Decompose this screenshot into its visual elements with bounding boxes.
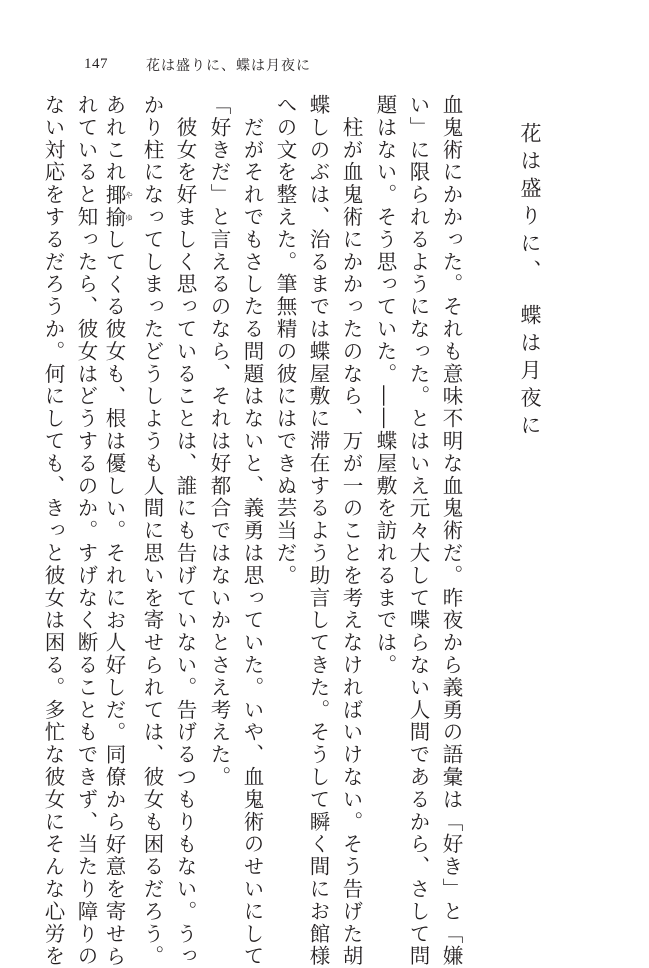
text-line: 蝶しのぶは、治るまでは蝶屋敷に滞在するよう助言してきた。そうして瞬く間にお館様 [306,94,330,968]
text-line: への文を整えた。筆無精の彼にはできぬ芸当だ。 [273,94,297,587]
ruby-annotation: 揶揄やゆ [102,183,134,229]
text-line: 題はない。そう思っていた。――蝶屋敷を訪れるまでは。 [373,94,397,677]
text-line: 血鬼術にかかった。それも意味不明な血鬼術だ。昨夜から義勇の語彙は「好き」と「嫌 [439,94,463,968]
chapter-title: 花は盛りに、 蝶は月夜に [518,122,542,442]
text-line: い」に限られるようになった。とはいえ元々大して喋らない人間であるから、さして問 [406,94,430,968]
text-line: かり柱になってしまったどうしようも人間に思いを寄せられては、彼女も困るだろう。 [140,94,164,968]
page-number: 147 [84,56,108,72]
text-line: ない対応をするだろうか。何にしても、きっと彼女は困る。多忙な彼女にそんな心労を [41,94,65,968]
text-line: れていると知ったら、彼女はどうするのか。すげなく断ることもできず、当たり障りの [74,94,98,968]
text-line: 「好きだ」と言えるのなら、それは好都合ではないかとさえ考えた。 [207,94,231,789]
text-line: だがそれでもさしたる問題はないと、義勇は思っていた。いや、血鬼術のせいにして [240,94,264,968]
running-head: 花は盛りに、蝶は月夜に [146,58,311,74]
text-line: あれこれ揶揄やゆしてくる彼女も、根は優しい。それにお人好しだ。同僚から好意を寄せら [102,94,134,968]
text-line: 彼女を好ましく思っていることは、誰にも告げていない。告げるつもりもない。うっ [173,94,197,968]
text-line: 柱が血鬼術にかかったのなら、万が一のことを考えなければいけない。そう告げた胡 [339,94,363,968]
